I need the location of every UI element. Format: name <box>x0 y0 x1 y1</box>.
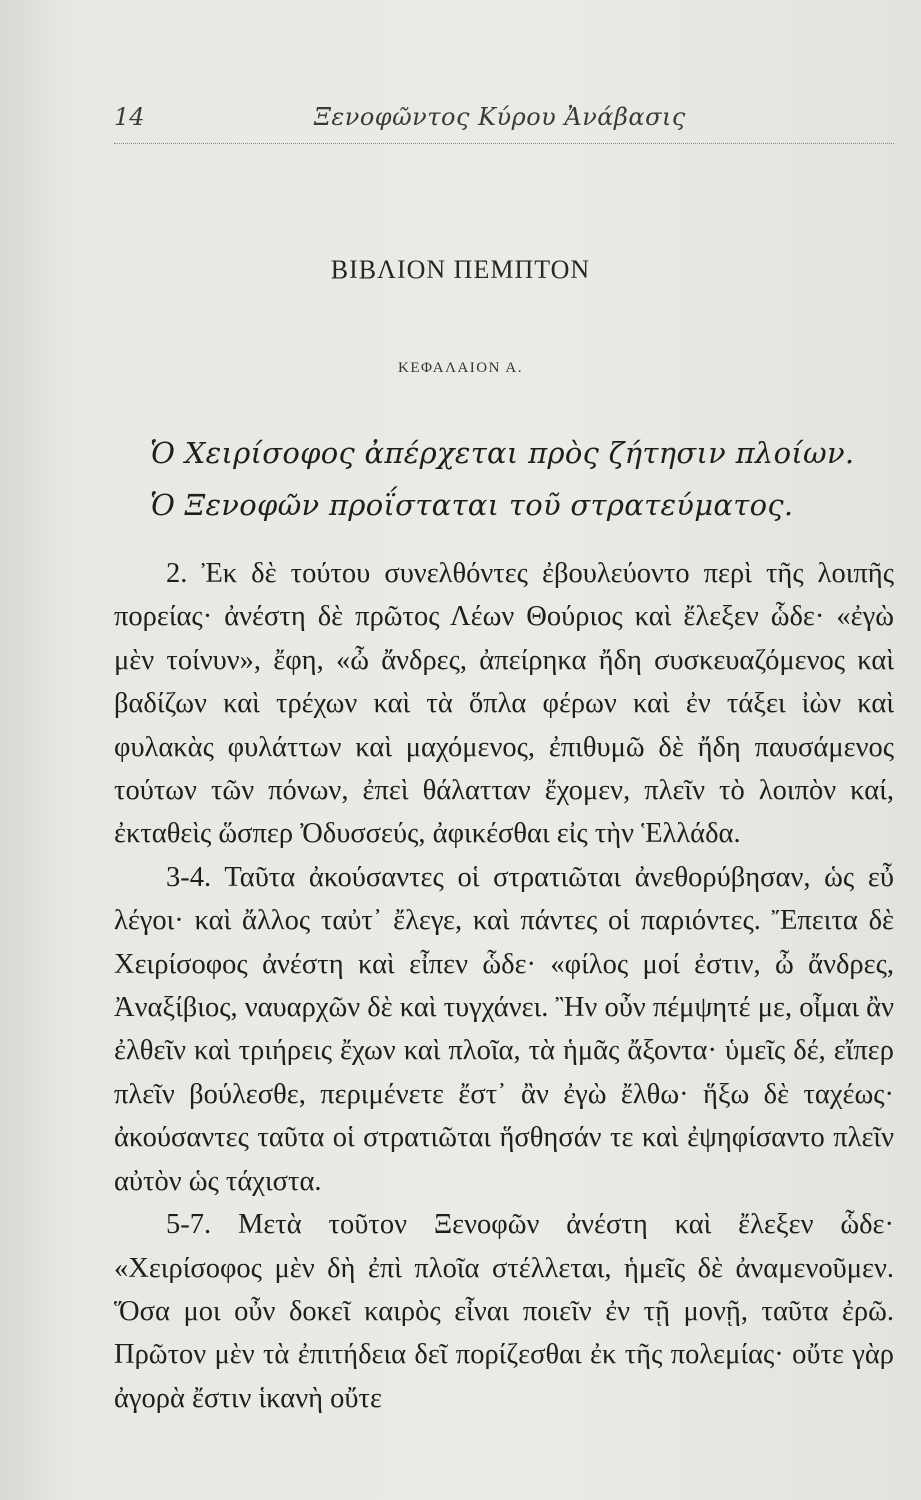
paragraph <box>114 1203 894 1420</box>
paragraph-text: Ἐκ δὲ τούτου συνελθόντες ἐβουλεύοντο περὶ τῆς λοιπῆς πορείας· ἀνέστη δὲ πρῶτος Λέων Θούριος καὶ ἔλεξεν ὧδε· «ἐγὼ μὲν τοίνυν», ἔφη, «ὦ ἄνδρες, ἀπείρηκα ἤδη συσκευαζόμενος καὶ βαδίζων καὶ τρέχων καὶ τὰ ὅπλα φέρων καὶ ἐν τάξει ἰὼν καὶ φυλακὰς φυλάττων καὶ μαχόμενος, ἐπιθυμῶ δὲ ἤδη παυσάμενος τούτων τῶν πόνων, ἐπεὶ θάλατταν ἔχομεν, πλεῖν τὸ λοιπὸν καί, ἐκταθεὶς ὥσπερ Ὀδυσσεύς, ἀφικέσθαι εἰς τὴν Ἑλλάδα. <box>114 558 894 850</box>
body-text <box>114 552 894 1420</box>
section-number: 3-4. <box>166 861 212 893</box>
section-number: 5-7. <box>166 1209 212 1241</box>
paragraph-text: Μετὰ τοῦτον Ξενοφῶν ἀνέστη καὶ ἔλεξεν ὧδε· «Χειρίσοφος μὲν δὴ ἐπὶ πλοῖα στέλλεται, ἡμεῖς δὲ ἀναμενοῦμεν. Ὅσα μοι οὖν δοκεῖ καιρὸς εἶναι ποιεῖν ἐν τῇ μονῇ, ταῦτα ἐρῶ. Πρῶτον μὲν τὰ ἐπιτήδεια δεῖ πορίζεσθαι ἐκ τῆς πολεμίας· οὔτε γὰρ ἀγορὰ ἔστιν ἱκανὴ οὔτε <box>114 1209 894 1414</box>
running-title: Ξενοφῶντος Κύρου Ἀνάβασις <box>314 103 686 131</box>
chapter-summary-line: Ὁ Χειρίσοφος ἀπέρχεται πρὸς ζήτησιν πλοίων. <box>150 436 855 470</box>
book-title: ΒΙΒΛΙΟΝ ΠΕΜΠΤΟΝ <box>330 255 591 284</box>
running-header <box>114 103 894 144</box>
chapter-summary-line: Ὁ Ξενοφῶν προΐσταται τοῦ στρατεύματος. <box>150 488 794 522</box>
page-number: 14 <box>114 103 145 131</box>
chapter-title: ΚΕΦΑΛΑΙΟΝ Α. <box>398 360 523 376</box>
paragraph <box>114 552 894 856</box>
paragraph-text: Ταῦτα ἀκούσαντες οἱ στρατιῶται ἀνεθορύβησαν, ὡς εὖ λέγοι· καὶ ἄλλος ταὐτ᾽ ἔλεγε, καὶ πάντες οἱ παριόντες. Ἔπειτα δὲ Χειρίσοφος ἀνέστη καὶ εἶπεν ὧδε· «φίλος μοί ἐστιν, ὦ ἄνδρες, Ἀναξίβιος, ναυαρχῶν δὲ καὶ τυγχάνει. Ἢν οὖν πέμψητέ με, οἶμαι ἂν ἐλθεῖν καὶ τριήρεις ἔχων καὶ πλοῖα, τὰ ἡμᾶς ἄξοντα· ὑμεῖς δέ, εἴπερ πλεῖν βούλεσθε, περιμένετε ἔστ᾽ ἂν ἐγὼ ἔλθω· ἥξω δὲ ταχέως· ἀκούσαντες ταῦτα οἱ στρατιῶται ἥσθησάν τε καὶ ἐψηφίσαντο πλεῖν αὐτὸν ὡς τάχιστα. <box>114 861 894 1197</box>
paragraph <box>114 856 894 1203</box>
section-number: 2. <box>166 558 188 589</box>
